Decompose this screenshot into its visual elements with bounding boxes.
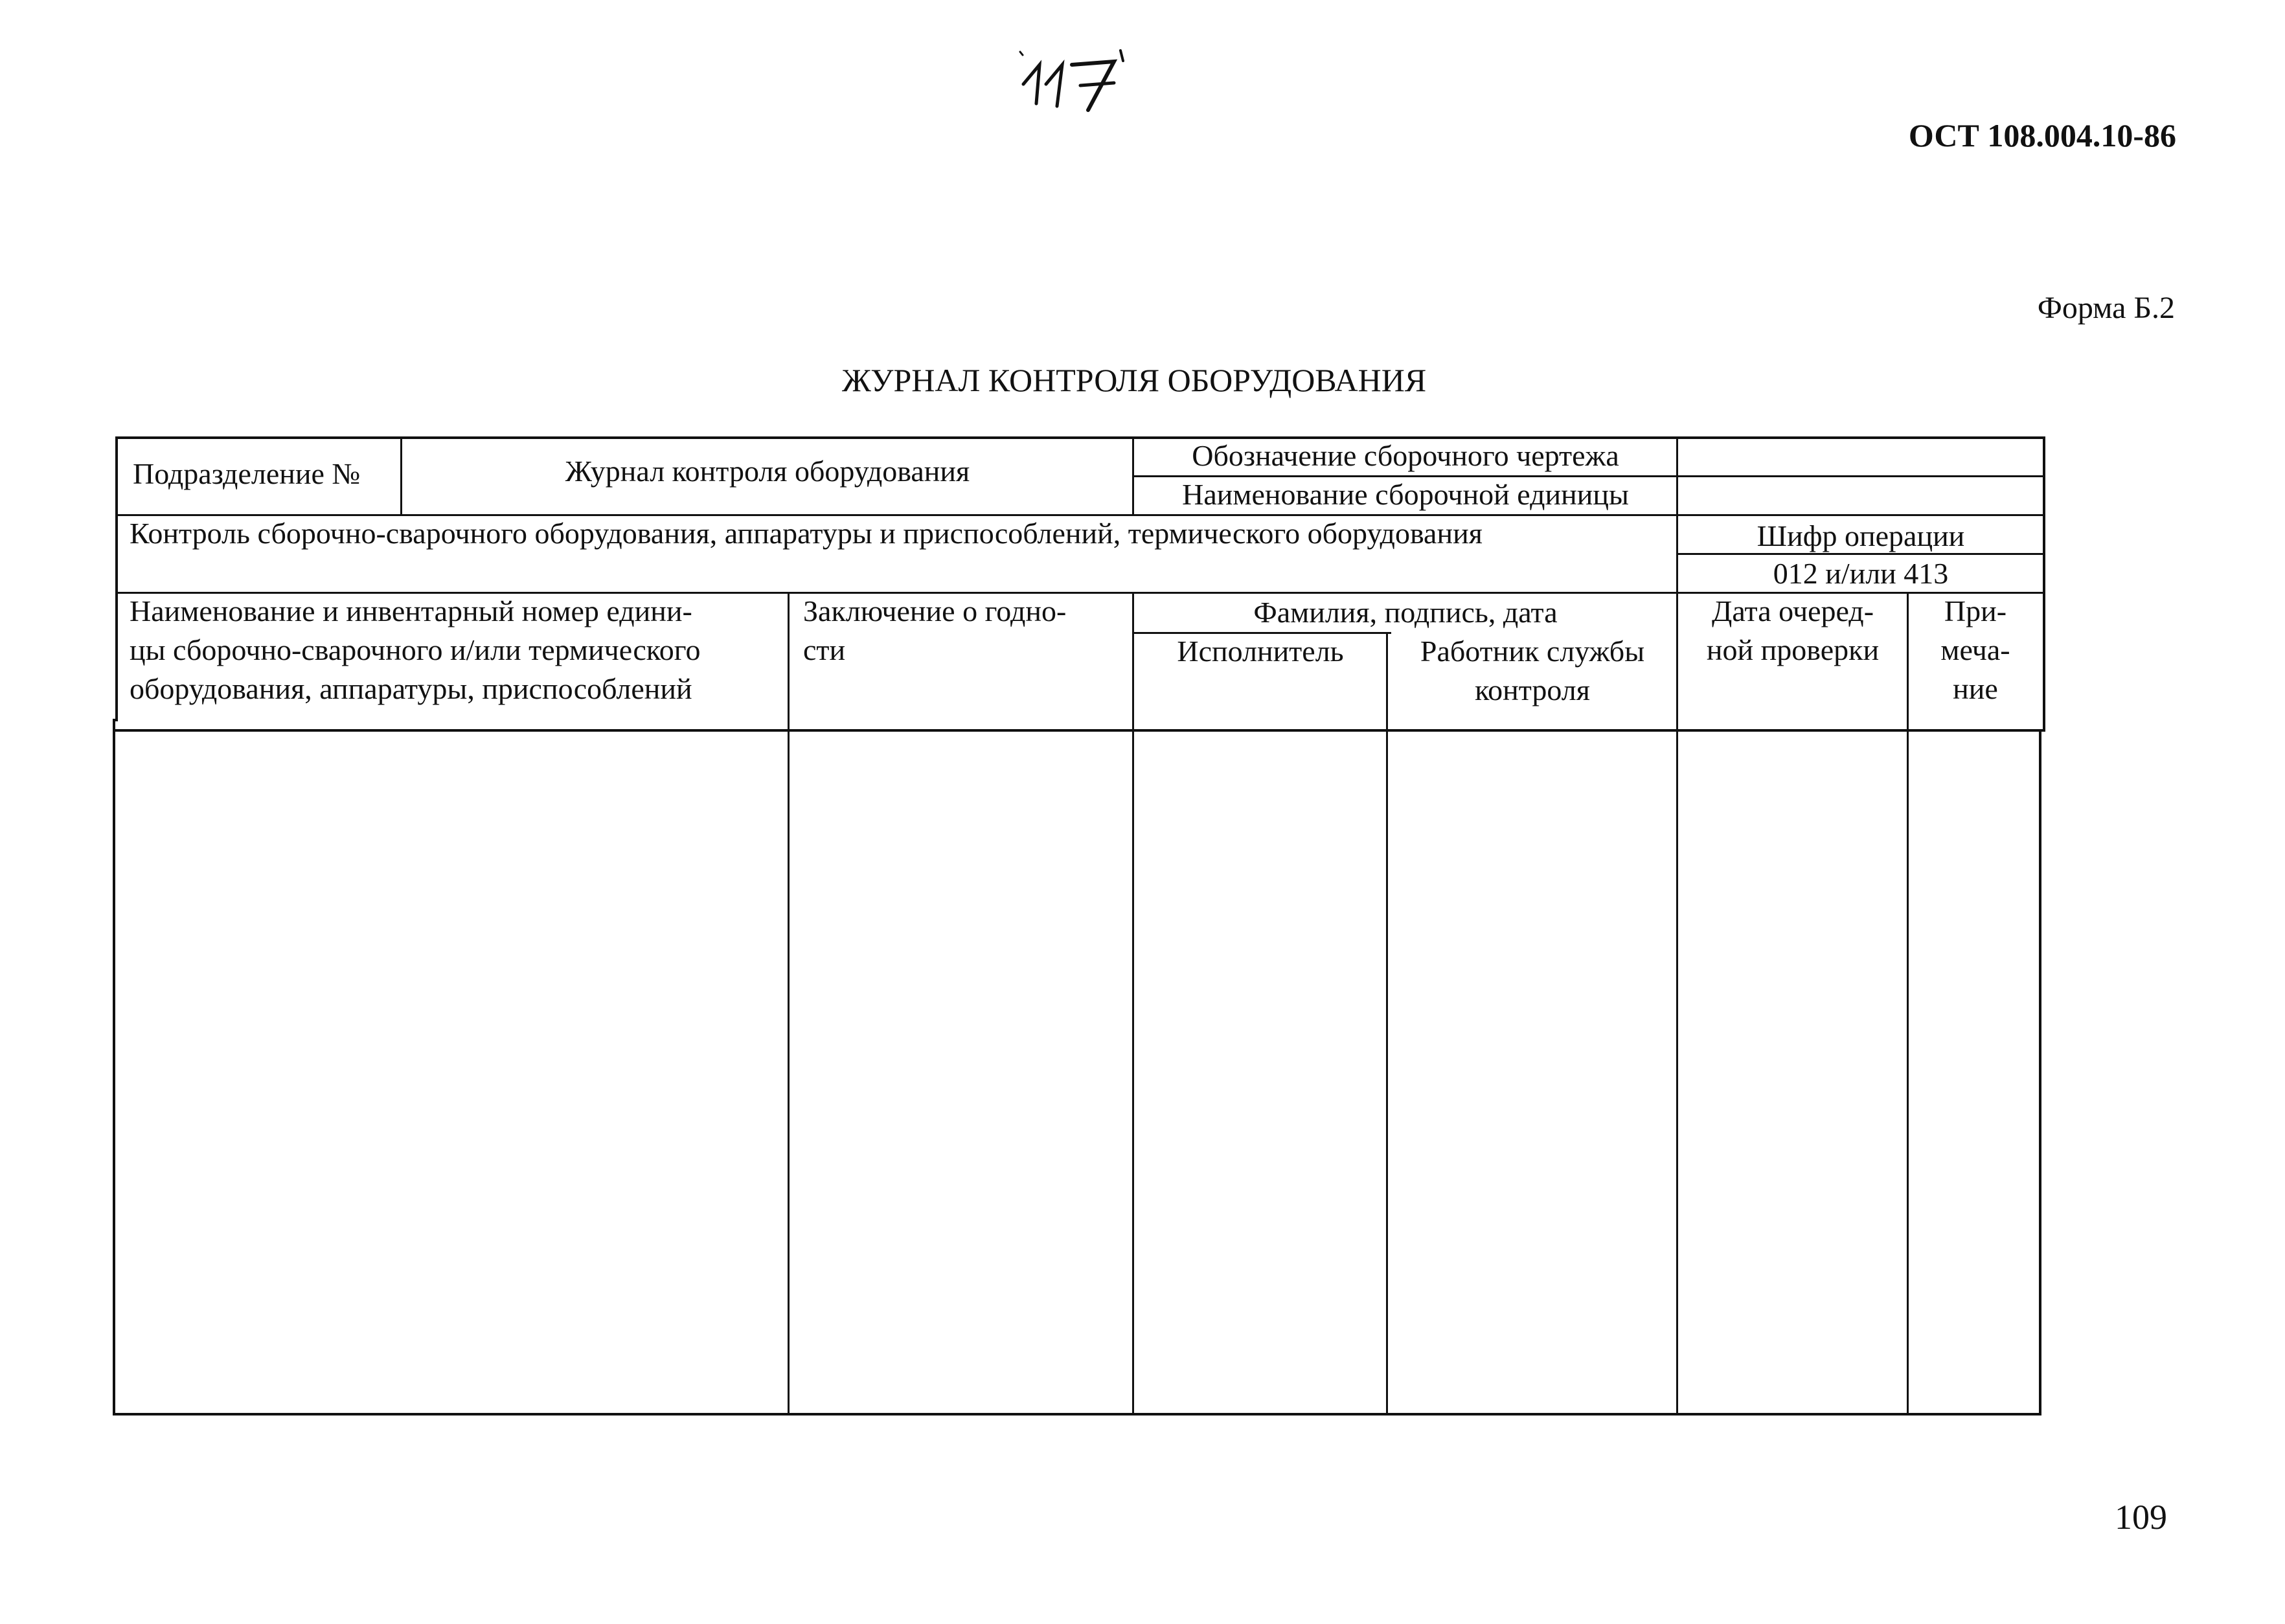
table-header-bottom — [115, 729, 2045, 732]
document-code: ОСТ 108.004.10-86 — [1908, 117, 2176, 153]
header-line: оборудования, аппаратуры, приспособлений — [130, 672, 692, 705]
header-line: цы сборочно-сварочного и/или термического — [130, 633, 701, 666]
header-line: ной проверки — [1706, 633, 1880, 666]
next-check-cell[interactable] — [1679, 733, 1905, 1412]
operation-code-label: Шифр операции — [1756, 519, 1965, 552]
table-line — [1676, 436, 1678, 593]
header-line: Дата очеред- — [1711, 594, 1874, 627]
note-cell[interactable] — [1909, 733, 2038, 1412]
subdivision-label: Подразделение № — [133, 457, 361, 490]
table-line — [1132, 436, 1134, 515]
drawing-designation-label: Обозначение сборочного чертежа — [1192, 439, 1619, 472]
signature-group-header: Фамилия, подпись, дата — [1253, 596, 1558, 629]
journal-label: Журнал контроля оборудования — [565, 455, 970, 488]
header-line: Наименование и инвентарный номер едини- — [130, 594, 692, 627]
handwritten-number — [1017, 39, 1146, 117]
assembly-name-label: Наименование сборочной единицы — [1182, 478, 1629, 511]
table-line — [400, 436, 402, 515]
form-label: Форма Б.2 — [2037, 291, 2175, 325]
table-line — [788, 592, 790, 1415]
table-line — [1907, 592, 1909, 1415]
table-line — [1386, 632, 1388, 1415]
control-description: Контроль сборочно-сварочного оборудования, аппаратуры и приспособлений, термического оборудования — [130, 517, 1483, 550]
header-line: ние — [1953, 672, 1998, 705]
conclusion-cell[interactable] — [790, 733, 1131, 1412]
document-title: ЖУРНАЛ КОНТРОЛЯ ОБОРУДОВАНИЯ — [842, 362, 1427, 398]
table-border-bottom — [113, 1413, 2041, 1415]
header-line: Работник службы — [1420, 635, 1645, 668]
table-border-right — [2039, 729, 2041, 1415]
header-line: контроля — [1475, 673, 1590, 706]
table-line — [1132, 592, 1134, 1415]
inspector-cell[interactable] — [1389, 733, 1675, 1412]
header-line: сти — [803, 633, 846, 666]
table-border-right — [2043, 436, 2045, 732]
executor-cell[interactable] — [1135, 733, 1385, 1412]
header-line: При- — [1944, 594, 2007, 627]
equipment-name-cell[interactable] — [117, 733, 786, 1412]
drawing-designation-field[interactable] — [1679, 439, 2041, 474]
page-number: 109 — [2115, 1498, 2167, 1537]
header-line: меча- — [1940, 633, 2010, 666]
executor-header: Исполнитель — [1177, 635, 1344, 668]
table-border-left — [115, 436, 118, 721]
table-line — [1676, 592, 1678, 1415]
operation-code-value: 012 и/или 413 — [1773, 557, 1949, 590]
header-line: Заключение о годно- — [803, 594, 1067, 627]
table-border-left — [113, 719, 115, 1415]
assembly-name-field[interactable] — [1679, 478, 2041, 513]
